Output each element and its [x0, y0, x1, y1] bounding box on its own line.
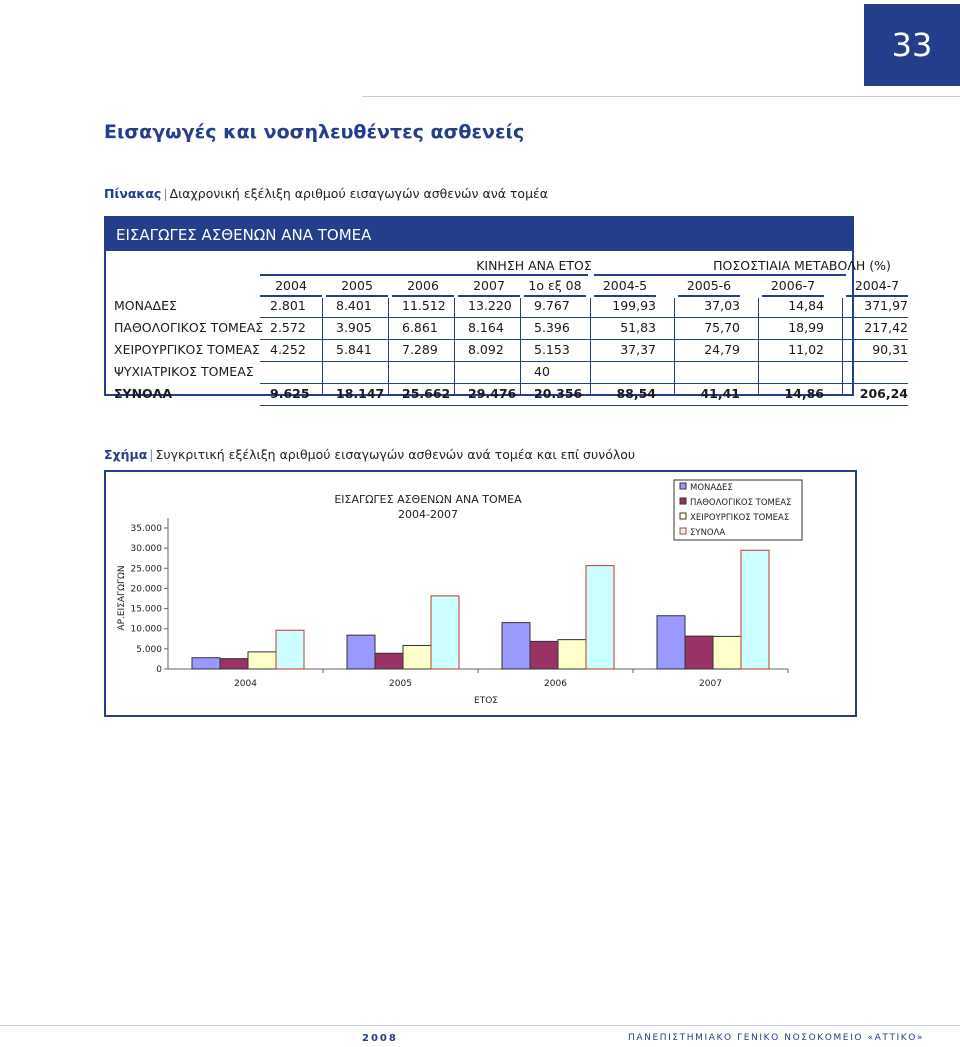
column-separator [674, 298, 675, 396]
group-rule-change [594, 274, 846, 276]
legend-label: ΣΥΝΟΛΑ [690, 528, 726, 538]
table-cell: 7.289 [402, 342, 438, 357]
y-tick-label: 5.000 [136, 644, 162, 655]
column-header: 2006 [407, 278, 439, 293]
footer-year: 2008 [362, 1033, 398, 1044]
table-title: ΕΙΣΑΓΩΓΕΣ ΑΣΘΕΝΩΝ ΑΝΑ ΤΟΜΕΑ [106, 218, 852, 251]
table-cell: 14,84 [788, 298, 824, 313]
table-cell: 2.572 [270, 320, 306, 335]
total-cell: 41,41 [700, 386, 740, 401]
y-axis-label: ΑΡ.ΕΙΣΑΓΩΓΩΝ [117, 565, 127, 631]
table-cell: 18,99 [788, 320, 824, 335]
table-cell: 90,31 [872, 342, 908, 357]
column-header-rule [762, 295, 824, 297]
column-header-rule [260, 295, 322, 297]
x-tick-label: 2005 [389, 679, 412, 689]
y-tick-label: 25.000 [130, 564, 162, 575]
legend-label: ΠΑΘΟΛΟΓΙΚΟΣ ΤΟΜΕΑΣ [690, 498, 792, 508]
bar [713, 636, 741, 669]
column-header: 2004 [275, 278, 307, 293]
total-cell: 9.625 [270, 386, 310, 401]
total-cell: 14,86 [784, 386, 824, 401]
footer-rule [0, 1025, 960, 1026]
table-caption-label: Πίνακας [104, 186, 162, 201]
table-cell: 11,02 [788, 342, 824, 357]
group-header-movement: ΚΙΝΗΣΗ ΑΝΑ ΕΤΟΣ [476, 258, 592, 273]
total-cell: 29.476 [468, 386, 517, 401]
legend-swatch [680, 513, 686, 519]
row-rule [260, 339, 908, 340]
column-header-rule [594, 295, 656, 297]
table-cell: 3.905 [336, 320, 372, 335]
admissions-table [104, 216, 908, 401]
column-separator [520, 298, 521, 396]
table-cell: 217,42 [864, 320, 908, 335]
column-header-rule [524, 295, 586, 297]
table-cell: 8.092 [468, 342, 504, 357]
row-label: ΨΥΧΙΑΤΡΙΚΟΣ ΤΟΜΕΑΣ [114, 364, 254, 379]
bar [586, 566, 614, 669]
bar [347, 635, 375, 669]
bar [685, 636, 713, 669]
group-header-change: ΠΟΣΟΣΤΙΑΙΑ ΜΕΤΑΒΟΛΗ (%) [713, 258, 891, 273]
column-separator [758, 298, 759, 396]
x-axis-label: ΕΤΟΣ [474, 696, 498, 706]
y-tick-label: 0 [156, 665, 162, 675]
total-cell: 18.147 [336, 386, 385, 401]
column-header: 2004-5 [602, 278, 648, 293]
total-row-label: ΣΥΝΟΛΑ [114, 386, 173, 401]
header-rule [362, 96, 960, 97]
legend-label: ΧΕΙΡΟΥΡΓΙΚΟΣ ΤΟΜΕΑΣ [690, 513, 790, 523]
page-number-badge: 33 [864, 4, 960, 86]
bar [403, 645, 431, 669]
y-tick-label: 30.000 [130, 544, 162, 555]
row-rule [260, 405, 908, 406]
table-cell: 37,03 [704, 298, 740, 313]
x-tick-label: 2006 [544, 679, 567, 689]
total-cell: 88,54 [616, 386, 656, 401]
table-cell: 2.801 [270, 298, 306, 313]
bar [276, 630, 304, 669]
column-separator [590, 298, 591, 396]
chart-title: ΕΙΣΑΓΩΓΕΣ ΑΣΘΕΝΩΝ ΑΝΑ ΤΟΜΕΑ [334, 493, 522, 506]
table-cell: 13.220 [468, 298, 512, 313]
chart-frame [104, 470, 857, 717]
row-label: ΧΕΙΡΟΥΡΓΙΚΟΣ ΤΟΜΕΑΣ [114, 342, 260, 357]
chart-subtitle: 2004-2007 [398, 508, 458, 521]
column-header: 2005 [341, 278, 373, 293]
legend-swatch [680, 528, 686, 534]
bar [558, 640, 586, 669]
table-cell: 11.512 [402, 298, 446, 313]
column-header-rule [458, 295, 520, 297]
column-header: 2004-7 [854, 278, 900, 293]
column-header: 2006-7 [770, 278, 816, 293]
row-rule [260, 361, 908, 362]
total-cell: 20.356 [534, 386, 583, 401]
bar [220, 659, 248, 669]
column-header: 2007 [473, 278, 505, 293]
table-cell: 24,79 [704, 342, 740, 357]
y-tick-label: 20.000 [130, 584, 162, 595]
table-cell: 40 [534, 364, 550, 379]
footer-organization: ΠΑΝΕΠΙΣΤΗΜΙΑΚΟ ΓΕΝΙΚΟ ΝΟΣΟΚΟΜΕΙΟ «ΑΤΤΙΚΟ» [628, 1033, 925, 1043]
column-header-rule [846, 295, 908, 297]
bar [192, 658, 220, 669]
legend-label: ΜΟΝΑΔΕΣ [690, 483, 733, 493]
column-separator [388, 298, 389, 396]
table-cell: 37,37 [620, 342, 656, 357]
x-tick-label: 2007 [699, 679, 722, 689]
row-rule [260, 317, 908, 318]
legend-swatch [680, 498, 686, 504]
figure-caption-label: Σχήμα [104, 447, 148, 462]
bar [741, 550, 769, 669]
row-label: ΜΟΝΑΔΕΣ [114, 298, 177, 313]
figure-caption: Σχήμα | Συγκριτική εξέλιξη αριθμού εισαγωγών ασθενών ανά τομέα και επί συνόλου [104, 447, 636, 462]
y-tick-label: 10.000 [130, 624, 162, 635]
section-title: Εισαγωγές και νοσηλευθέντες ασθενείς [104, 121, 525, 143]
table-cell: 5.153 [534, 342, 570, 357]
bar [657, 616, 685, 669]
table-cell: 75,70 [704, 320, 740, 335]
table-cell: 9.767 [534, 298, 570, 313]
table-cell: 8.164 [468, 320, 504, 335]
x-tick-label: 2004 [234, 679, 257, 689]
row-rule [260, 383, 908, 384]
table-cell: 371,97 [864, 298, 908, 313]
column-separator [322, 298, 323, 396]
figure-caption-text: Συγκριτική εξέλιξη αριθμού εισαγωγών ασθενών ανά τομέα και επί συνόλου [155, 447, 636, 462]
y-tick-label: 15.000 [130, 604, 162, 615]
bar [248, 652, 276, 669]
table-cell: 4.252 [270, 342, 306, 357]
table-cell: 51,83 [620, 320, 656, 335]
admissions-bar-chart [106, 472, 855, 715]
column-header: 2005-6 [686, 278, 732, 293]
bar [375, 653, 403, 669]
row-label: ΠΑΘΟΛΟΓΙΚΟΣ ΤΟΜΕΑΣ [114, 320, 264, 335]
y-tick-label: 35.000 [130, 524, 162, 534]
bar [530, 641, 558, 669]
bar [431, 596, 459, 669]
table-caption-text: Διαχρονική εξέλιξη αριθμού εισαγωγών ασθενών ανά τομέα [169, 186, 549, 201]
column-header-rule [392, 295, 454, 297]
table-cell: 199,93 [612, 298, 656, 313]
total-cell: 25.662 [402, 386, 451, 401]
group-rule-movement [260, 274, 588, 276]
column-header-rule [326, 295, 388, 297]
legend-swatch [680, 483, 686, 489]
column-header: 1ο εξ 08 [528, 278, 582, 293]
table-cell: 6.861 [402, 320, 438, 335]
table-cell: 5.841 [336, 342, 372, 357]
column-separator [454, 298, 455, 396]
table-cell: 8.401 [336, 298, 372, 313]
table-cell: 5.396 [534, 320, 570, 335]
bar [502, 623, 530, 669]
column-separator [842, 298, 843, 396]
table-caption: Πίνακας | Διαχρονική εξέλιξη αριθμού εισαγωγών ασθενών ανά τομέα [104, 186, 549, 201]
total-cell: 206,24 [859, 386, 908, 401]
column-header-rule [678, 295, 740, 297]
